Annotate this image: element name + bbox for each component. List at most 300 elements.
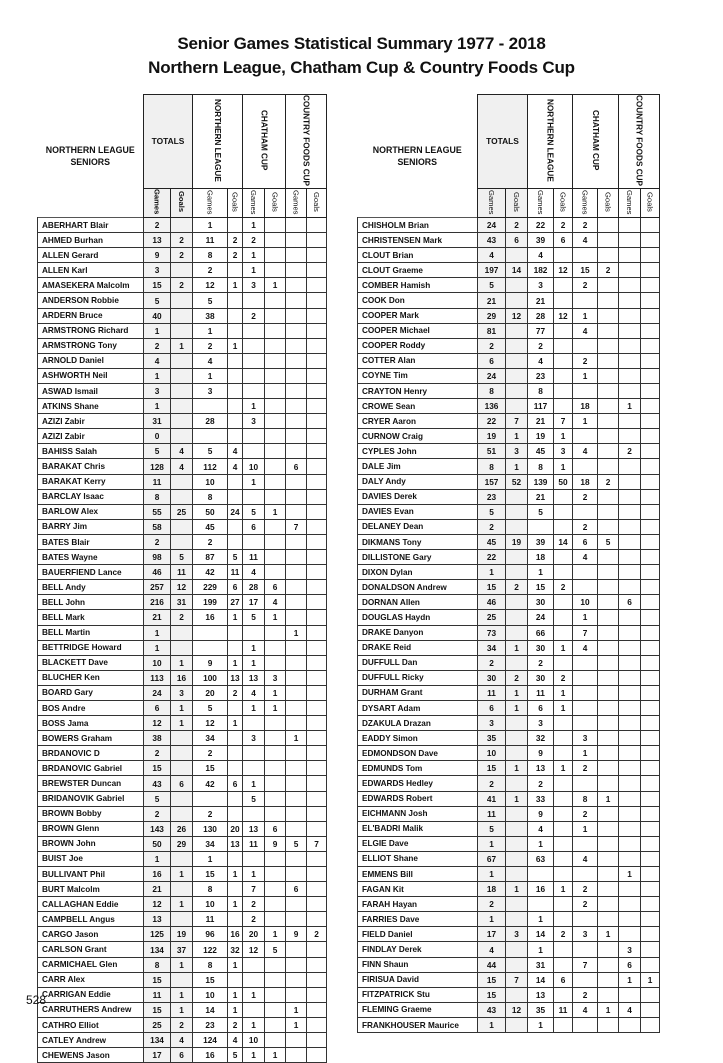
table-row (358, 987, 660, 1002)
cc-games-cell: 2 (573, 519, 598, 534)
totals-goals-cell: 1 (171, 1002, 193, 1017)
cfc-goals-cell (641, 776, 660, 791)
nl-games-cell: 4 (528, 248, 554, 263)
nl-games-cell: 12 (193, 716, 228, 731)
nl-games-cell: 35 (528, 1002, 554, 1017)
cfc-goals-cell (307, 368, 327, 383)
cc-games-cell: 11 (243, 550, 265, 565)
cc-games-cell: 4 (573, 323, 598, 338)
cfc-goals-cell (307, 610, 327, 625)
table-row (358, 233, 660, 248)
cfc-games-cell (619, 323, 641, 338)
cc-goals-cell (598, 851, 619, 866)
player-name-cell: BRDANOVIC Gabriel (38, 761, 144, 776)
nl-games-cell: 199 (193, 595, 228, 610)
cc-games-cell: 5 (243, 504, 265, 519)
totals-games-cell: 216 (144, 595, 171, 610)
nl-goals-cell (554, 565, 573, 580)
cc-goals-cell: 9 (265, 836, 286, 851)
nl-goals-cell: 5 (228, 1048, 243, 1063)
cc-goals-cell (598, 972, 619, 987)
nl-goals-cell (228, 519, 243, 534)
totals-goals-cell (171, 625, 193, 640)
cc-goals-cell (598, 353, 619, 368)
sub-label: Games (205, 189, 215, 215)
cfc-games-cell (619, 685, 641, 700)
player-name-cell: COMBER Hamish (358, 278, 478, 293)
cc-games-cell: 2 (573, 897, 598, 912)
cfc-goals-cell (307, 821, 327, 836)
cc-goals-cell (598, 595, 619, 610)
totals-games-cell: 15 (144, 1002, 171, 1017)
totals-games-header (144, 188, 171, 217)
totals-games-cell: 2 (144, 746, 171, 761)
table-row (358, 550, 660, 565)
cc-games-cell (573, 565, 598, 580)
nl-games-cell: 1 (528, 565, 554, 580)
nl-games-cell: 15 (528, 580, 554, 595)
nl-games-cell: 1 (528, 1017, 554, 1032)
totals-games-cell: 15 (144, 278, 171, 293)
cfc-games-cell (286, 263, 307, 278)
cc-goals-cell (598, 912, 619, 927)
cfc-goals-cell (307, 595, 327, 610)
nl-games-cell: 122 (193, 942, 228, 957)
totals-goals-cell: 1 (171, 716, 193, 731)
cfc-games-cell (286, 791, 307, 806)
totals-goals-cell: 12 (506, 1002, 528, 1017)
table-row (38, 248, 327, 263)
table-row (358, 565, 660, 580)
table-row (358, 504, 660, 519)
cfc-goals-cell (307, 972, 327, 987)
nl-games-cell (193, 640, 228, 655)
cfc-games-cell (619, 776, 641, 791)
cc-goals-cell (598, 368, 619, 383)
totals-group-header: TOTALS (478, 95, 528, 189)
nl-games-cell: 14 (528, 972, 554, 987)
player-name-cell: ASWAD Ismail (38, 384, 144, 399)
player-name-cell: CURNOW Craig (358, 429, 478, 444)
nl-goals-cell: 50 (554, 474, 573, 489)
totals-goals-cell: 1 (506, 640, 528, 655)
sub-label: Games (536, 189, 545, 215)
name-header-line1: NORTHERN LEAGUE (45, 144, 135, 155)
cfc-goals-header (307, 188, 327, 217)
nl-goals-cell (228, 972, 243, 987)
cfc-goals-cell (307, 882, 327, 897)
totals-games-cell: 1 (478, 867, 506, 882)
nl-goals-cell (554, 384, 573, 399)
left-stats-table-container (37, 94, 327, 1063)
nl-goals-cell: 2 (228, 248, 243, 263)
totals-goals-cell (506, 655, 528, 670)
table-row (358, 806, 660, 821)
cfc-goals-cell (641, 595, 660, 610)
totals-games-cell: 8 (478, 384, 506, 399)
cc-goals-cell: 1 (265, 927, 286, 942)
cc-games-cell (573, 1017, 598, 1032)
cc-games-cell: 2 (243, 233, 265, 248)
cfc-goals-cell (641, 580, 660, 595)
cc-goals-cell (598, 897, 619, 912)
cc-goals-cell: 4 (265, 595, 286, 610)
cfc-games-cell (286, 972, 307, 987)
cc-games-cell: 2 (243, 308, 265, 323)
cfc-games-cell (619, 233, 641, 248)
nl-goals-cell (228, 414, 243, 429)
nl-goals-cell (228, 625, 243, 640)
cfc-goals-cell (307, 459, 327, 474)
cfc-games-cell (619, 655, 641, 670)
cc-goals-cell (598, 882, 619, 897)
player-name-cell: BETTRIDGE Howard (38, 640, 144, 655)
cfc-goals-cell (641, 957, 660, 972)
nl-goals-cell: 1 (228, 1002, 243, 1017)
nl-games-cell: 1 (528, 942, 554, 957)
nl-goals-cell (554, 836, 573, 851)
cc-games-cell (243, 972, 265, 987)
cfc-goals-cell (641, 1017, 660, 1032)
table-row (358, 912, 660, 927)
table-row (38, 882, 327, 897)
nl-goals-cell: 2 (554, 670, 573, 685)
table-row (358, 248, 660, 263)
cc-goals-cell: 1 (598, 927, 619, 942)
cfc-goals-cell (307, 957, 327, 972)
cfc-games-cell: 4 (619, 1002, 641, 1017)
totals-games-cell: 15 (144, 761, 171, 776)
player-name-cell: BOWERS Graham (38, 731, 144, 746)
nl-goals-cell (228, 368, 243, 383)
nl-goals-cell (554, 504, 573, 519)
totals-games-cell: 5 (478, 278, 506, 293)
player-name-cell: DYSART Adam (358, 700, 478, 715)
cfc-games-cell (619, 580, 641, 595)
player-name-cell: BOS Andre (38, 700, 144, 715)
player-name-cell: ARMSTRONG Tony (38, 338, 144, 353)
table-row (358, 731, 660, 746)
nl-goals-cell: 3 (554, 444, 573, 459)
cfc-goals-cell (641, 414, 660, 429)
table-row (358, 625, 660, 640)
cfc-games-cell (619, 670, 641, 685)
table-row (38, 595, 327, 610)
cc-goals-cell (598, 489, 619, 504)
totals-games-cell: 1 (478, 565, 506, 580)
cc-games-cell (573, 580, 598, 595)
totals-games-cell: 17 (478, 927, 506, 942)
totals-goals-cell: 1 (171, 338, 193, 353)
nl-games-cell: 4 (193, 353, 228, 368)
sub-label: Goals (177, 191, 186, 213)
nl-games-cell: 10 (193, 897, 228, 912)
cc-goals-cell (598, 399, 619, 414)
nl-games-cell: 2 (193, 338, 228, 353)
cfc-games-cell (619, 308, 641, 323)
cc-goals-cell (598, 746, 619, 761)
nl-games-cell: 9 (528, 806, 554, 821)
totals-games-cell: 16 (144, 867, 171, 882)
cfc-goals-cell (307, 565, 327, 580)
cc-goals-cell (598, 942, 619, 957)
nl-goals-cell: 7 (554, 414, 573, 429)
player-name-cell: DAVIES Evan (358, 504, 478, 519)
cc-goals-cell (265, 806, 286, 821)
cfc-games-cell (286, 504, 307, 519)
cfc-games-cell (619, 414, 641, 429)
cc-games-cell: 17 (243, 595, 265, 610)
totals-games-cell: 5 (144, 444, 171, 459)
cc-games-cell (243, 761, 265, 776)
nl-goals-cell (554, 293, 573, 308)
cc-goals-cell (265, 293, 286, 308)
totals-goals-cell: 31 (171, 595, 193, 610)
player-name-cell: FARRIES Dave (358, 912, 478, 927)
cc-goals-cell (265, 384, 286, 399)
cfc-games-cell (286, 867, 307, 882)
nl-goals-cell: 24 (228, 504, 243, 519)
cfc-goals-cell (641, 323, 660, 338)
totals-group-header: TOTALS (144, 95, 193, 189)
nl-games-cell: 30 (528, 670, 554, 685)
cfc-games-header (286, 188, 307, 217)
nl-games-cell: 2 (528, 655, 554, 670)
totals-goals-cell: 3 (506, 927, 528, 942)
nl-goals-cell (228, 746, 243, 761)
cc-games-cell: 1 (243, 217, 265, 232)
player-name-cell: CROWE Sean (358, 399, 478, 414)
table-row (38, 368, 327, 383)
table-row (38, 1017, 327, 1032)
nl-games-cell: 117 (528, 399, 554, 414)
cfc-games-cell (286, 700, 307, 715)
totals-goals-cell (506, 278, 528, 293)
totals-goals-cell: 25 (171, 504, 193, 519)
nl-games-cell: 66 (528, 625, 554, 640)
cfc-games-header (619, 188, 641, 217)
nl-goals-cell (554, 489, 573, 504)
player-name-cell: CARMICHAEL Glen (38, 957, 144, 972)
cfc-goals-cell (641, 640, 660, 655)
cc-goals-cell (265, 550, 286, 565)
cfc-games-cell (619, 248, 641, 263)
totals-goals-cell (506, 399, 528, 414)
totals-games-cell: 6 (144, 700, 171, 715)
cfc-goals-cell (641, 836, 660, 851)
player-name-cell: CATLEY Andrew (38, 1033, 144, 1048)
cfc-goals-cell (641, 565, 660, 580)
nl-games-cell: 34 (193, 731, 228, 746)
totals-goals-cell (506, 821, 528, 836)
cfc-games-cell (619, 912, 641, 927)
cfc-games-cell: 3 (619, 942, 641, 957)
table-row (358, 444, 660, 459)
nl-games-cell: 130 (193, 821, 228, 836)
cc-goals-cell (265, 1002, 286, 1017)
nl-games-cell: 15 (193, 867, 228, 882)
totals-goals-cell (506, 897, 528, 912)
cfc-goals-cell (641, 927, 660, 942)
totals-games-cell: 15 (478, 580, 506, 595)
cc-goals-cell (265, 459, 286, 474)
totals-goals-cell (506, 565, 528, 580)
nl-goals-cell: 4 (228, 459, 243, 474)
cfc-games-cell (286, 353, 307, 368)
nl-goals-cell (228, 489, 243, 504)
table-row (358, 670, 660, 685)
nl-games-cell: 14 (528, 927, 554, 942)
totals-games-cell: 6 (478, 700, 506, 715)
cc-goals-cell (265, 972, 286, 987)
cfc-games-cell (619, 263, 641, 278)
cc-goals-cell (265, 640, 286, 655)
player-name-cell: CRYER Aaron (358, 414, 478, 429)
cfc-goals-cell (641, 821, 660, 836)
cfc-games-cell: 1 (286, 731, 307, 746)
nl-games-cell: 5 (193, 293, 228, 308)
cc-games-cell: 2 (243, 912, 265, 927)
nl-goals-cell (554, 595, 573, 610)
cfc-goals-cell (307, 489, 327, 504)
player-name-cell: BAUERFIEND Lance (38, 565, 144, 580)
totals-games-cell: 44 (478, 957, 506, 972)
cfc-goals-cell: 7 (307, 836, 327, 851)
nl-games-cell: 33 (528, 791, 554, 806)
nl-goals-header (554, 188, 573, 217)
nl-games-cell: 30 (528, 595, 554, 610)
player-name-cell: CLOUT Brian (358, 248, 478, 263)
cfc-games-cell (286, 580, 307, 595)
table-row (38, 1002, 327, 1017)
cfc-goals-cell (307, 248, 327, 263)
totals-games-cell: 46 (478, 595, 506, 610)
totals-goals-cell (506, 942, 528, 957)
nl-goals-cell: 11 (228, 565, 243, 580)
player-name-cell: BREWSTER Duncan (38, 776, 144, 791)
player-name-cell: DONALDSON Andrew (358, 580, 478, 595)
cfc-goals-cell (641, 851, 660, 866)
cc-goals-cell (265, 776, 286, 791)
chatham-cup-group-header (243, 95, 286, 189)
nl-goals-cell (228, 384, 243, 399)
table-row (358, 716, 660, 731)
nl-goals-cell (228, 761, 243, 776)
totals-goals-cell (171, 806, 193, 821)
player-name-cell: DAVIES Derek (358, 489, 478, 504)
player-name-cell: COOPER Michael (358, 323, 478, 338)
table-row (38, 278, 327, 293)
nl-goals-cell: 1 (228, 716, 243, 731)
table-row (358, 474, 660, 489)
right-stats-table (357, 94, 660, 1033)
cc-games-cell: 3 (573, 731, 598, 746)
totals-games-cell: 81 (478, 323, 506, 338)
cfc-goals-cell (641, 534, 660, 549)
player-name-cell: COOK Don (358, 293, 478, 308)
cfc-goals-cell (641, 263, 660, 278)
page-number: 528 (26, 993, 47, 1007)
table-row (38, 655, 327, 670)
totals-games-cell: 2 (478, 776, 506, 791)
cfc-goals-cell (307, 685, 327, 700)
cc-games-cell: 18 (573, 474, 598, 489)
cc-goals-cell (265, 957, 286, 972)
cfc-games-cell (286, 323, 307, 338)
table-row (358, 323, 660, 338)
totals-goals-cell (171, 912, 193, 927)
cc-goals-cell (598, 504, 619, 519)
cfc-games-cell (619, 474, 641, 489)
cc-goals-cell (598, 429, 619, 444)
player-name-cell: BARCLAY Isaac (38, 489, 144, 504)
cc-goals-cell (265, 534, 286, 549)
player-name-cell: ANDERSON Robbie (38, 293, 144, 308)
nl-games-cell: 11 (193, 912, 228, 927)
totals-goals-cell (171, 308, 193, 323)
table-row (38, 806, 327, 821)
player-name-cell: AZIZI Zabir (38, 429, 144, 444)
cc-games-cell: 1 (243, 1017, 265, 1032)
sub-label: Goals (312, 192, 321, 212)
table-row (358, 263, 660, 278)
cfc-games-cell (286, 821, 307, 836)
totals-games-cell: 15 (478, 987, 506, 1002)
cfc-games-cell (619, 746, 641, 761)
nl-goals-cell (228, 353, 243, 368)
totals-goals-cell: 2 (171, 233, 193, 248)
player-name-cell: DORNAN Allen (358, 595, 478, 610)
cc-goals-cell: 1 (265, 700, 286, 715)
cfc-games-cell: 5 (286, 836, 307, 851)
cc-games-cell (243, 429, 265, 444)
cc-games-cell (243, 323, 265, 338)
cfc-games-cell (286, 429, 307, 444)
nl-goals-cell (554, 746, 573, 761)
cfc-games-cell (619, 550, 641, 565)
cc-goals-cell (598, 957, 619, 972)
table-row (358, 882, 660, 897)
nl-goals-cell: 1 (554, 761, 573, 776)
nl-games-cell: 182 (528, 263, 554, 278)
cc-games-cell (243, 489, 265, 504)
cc-goals-cell: 5 (598, 534, 619, 549)
cc-games-cell (573, 776, 598, 791)
cc-games-cell (573, 685, 598, 700)
cc-games-cell (573, 384, 598, 399)
cfc-games-cell: 6 (619, 957, 641, 972)
cfc-goals-cell (307, 1048, 327, 1063)
totals-games-cell: 1 (144, 323, 171, 338)
table-row (38, 519, 327, 534)
player-name-cell: BELL Andy (38, 580, 144, 595)
cc-goals-cell (265, 625, 286, 640)
totals-goals-cell: 4 (171, 459, 193, 474)
cc-goals-cell (598, 700, 619, 715)
cfc-goals-cell (641, 897, 660, 912)
cc-games-cell: 4 (573, 444, 598, 459)
nl-goals-cell: 1 (554, 459, 573, 474)
cfc-goals-cell (307, 429, 327, 444)
totals-games-cell: 46 (144, 565, 171, 580)
totals-games-cell: 8 (144, 957, 171, 972)
nl-games-cell: 3 (528, 278, 554, 293)
table-row (38, 504, 327, 519)
cc-goals-cell (265, 368, 286, 383)
table-row (38, 972, 327, 987)
totals-goals-cell: 19 (171, 927, 193, 942)
cfc-games-cell (286, 474, 307, 489)
